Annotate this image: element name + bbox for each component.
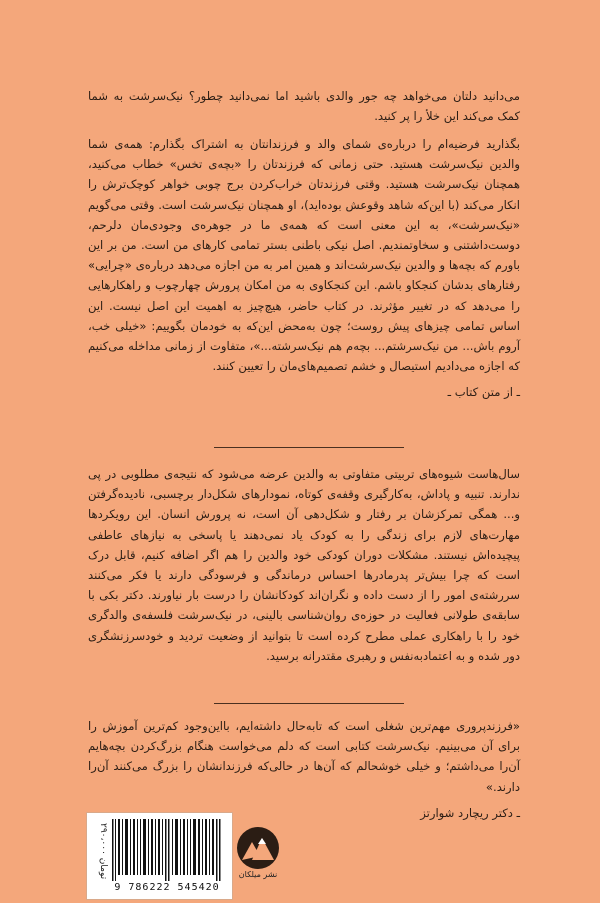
- barcode: [86, 812, 233, 900]
- intro-section: [88, 86, 520, 132]
- section-divider: [214, 703, 404, 704]
- mountain-icon: [236, 826, 280, 870]
- intro-paragraph: می‌دانید دلتان می‌خواهد چه جور والدی باشید اما نمی‌دانید چطور؟ نیک‌سرشت به شما کمک می‌کند این خلأ را پر کنید.: [88, 89, 520, 124]
- barcode-bars: [112, 819, 222, 881]
- quote-paragraph: «فرزندپروری مهم‌ترین شغلی است که تابه‌حال داشته‌ایم، بااین‌وجود کم‌ترین آموزش را برای آن می‌بینیم. نیک‌سرشت کتابی است که دلم می‌خواست هنگام بزرگ‌کردن بچه‌هایم آن‌را می‌داشتم؛ و خیلی خوشحالم که آن‌ها در حالی‌که فرزندانشان را بزرگ می‌کنند آن‌را دارند.»: [88, 719, 520, 794]
- excerpt-paragraph: بگذارید فرضیه‌ام را درباره‌ی شمای والد و فرزندانتان به اشتراک بگذارم: همه‌ی شما والدین نیک‌سرشت هستید. حتی زمانی که فرزندتان را «بچه‌ی تخس» خطاب می‌کنید، همچنان نیک‌سرشت هستید. وقتی فرزندتان خراب‌کردن برج چوبی خواهر کوچک‌ترش را انکار می‌کند (با این‌که شاهد وقوعش بوده‌اید)، او همچنان نیک‌سرشت است. وقتی می‌گویم «نیک‌سرشت»، به این معنی است که همه‌ی ما در جوهره‌ی وجودی‌مان دلرحم، دوست‌داشتنی و سخاوتمندیم. اصل نیکی باطنی بستر تمامی کارهای من است. من بر این باورم که بچه‌ها و والدین نیک‌سرشت‌اند و همین امر به من اجازه می‌دهد درباره‌ی «چرایی» رفتارهای بدشان کنجکاو باشم. این کنجکاوی به من امکان پرورش چهارچوب و راهکارهایی را می‌دهد که در تغییر مؤثرند. در کتاب حاضر، هیچ‌چیز به اهمیت این اصل نیست. این اساس تمامی چیزهای پیش روست؛ چون به‌محض این‌که به خودمان بگوییم: «خیلی خب، آروم باش... من نیک‌سرشتم... بچه‌م هم نیک‌سرشته...»، متفاوت از زمانی مداخله می‌کنیم که اجازه می‌دادیم استیصال و خشم تصمیم‌های‌مان را تعیین کنند.: [88, 137, 520, 374]
- publisher-name: نشر میلکان: [238, 870, 278, 879]
- quote-section: [88, 716, 520, 823]
- section-divider: [214, 447, 404, 448]
- price-label: ۲۹۰،۰۰۰ تومان: [98, 822, 108, 880]
- publisher-logo: [236, 826, 280, 882]
- isbn-number: 9 786222 545420: [114, 882, 220, 893]
- excerpt-section: [88, 134, 520, 403]
- description-section: [88, 464, 520, 672]
- excerpt-attribution: ـ از متن کتاب ـ: [447, 385, 520, 400]
- quote-attribution: ـ دکتر ریچارد شوارتز: [420, 805, 520, 820]
- description-paragraph: سال‌هاست شیوه‌های تربیتی متفاوتی به والدین عرضه می‌شود که نتیجه‌ی مطلوبی در پی ندارند. تنبیه و پاداش، به‌کارگیری وقفه‌ی کوتاه، نمودارهای شکل‌دار برچسبی، نادیده‌گرفتن و... همگی تمرکزشان بر رفتار و شکل‌دهی آن است، نه پرورش انسان. این رویکردها مهارت‌های لازم برای زندگی را به کودک یاد نمی‌دهند یا پاسخی به نیازهای عاطفی پیچیده‌اش نیستند. مشکلات دوران کودکی خود والدین را هم اگر اضافه کنیم، قابل درک است که چرا بیش‌تر پدرمادرها احساس درماندگی و فرسودگی دارند یا فکر می‌کنند سررشته‌ی امور را از دست داده و نگران‌اند کودکانشان را درست بار نیاورند. دکتر بکی با سابقه‌ی طولانی فعالیت در حوزه‌ی روان‌شناسی بالینی، در نیک‌سرشت فلسفه‌ی والدگری خود را با راهکاری عملی مطرح کرده است تا بتوانید از وضعیت تردید و خودسرزنشگری دور شده و به اعتمادبه‌نفس و رهبری مقتدرانه برسید.: [88, 467, 520, 663]
